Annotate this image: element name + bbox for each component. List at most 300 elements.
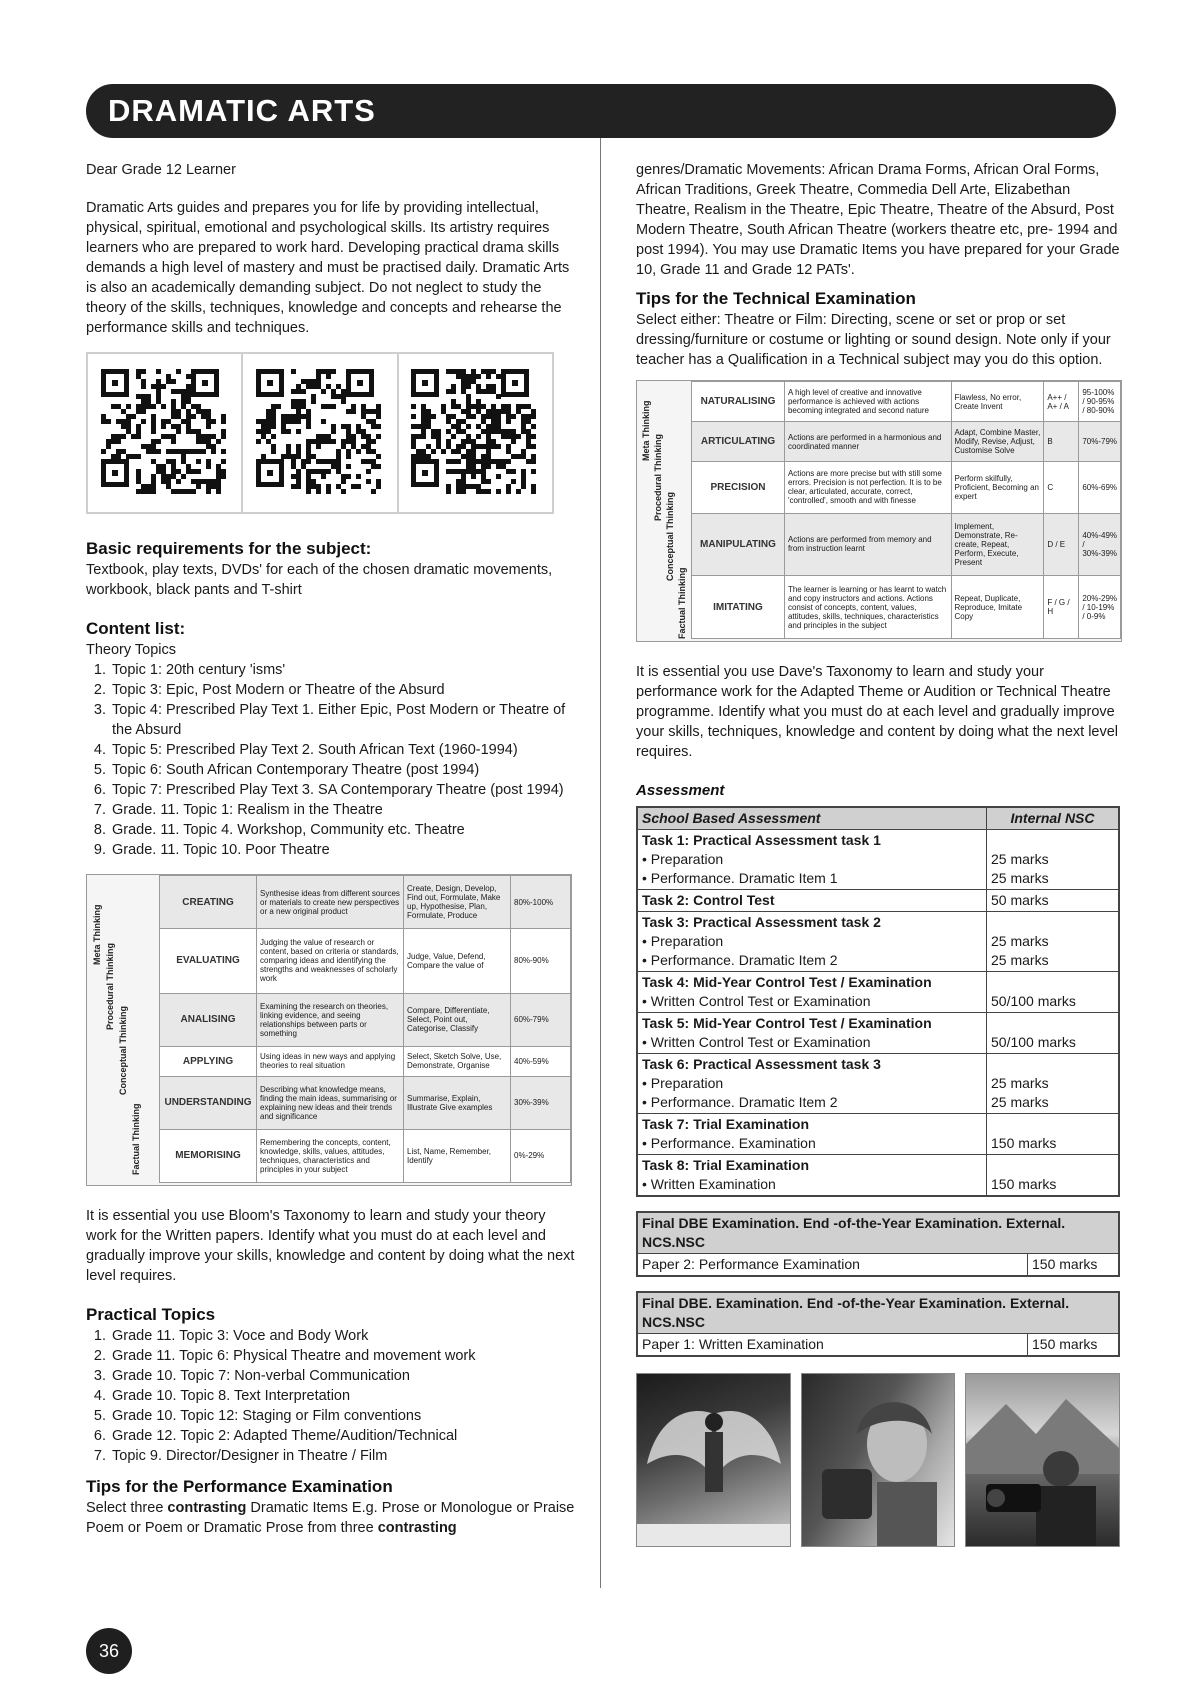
qr-module xyxy=(221,474,226,479)
qr-module xyxy=(171,439,176,444)
task-cell xyxy=(637,1114,987,1155)
qr-module xyxy=(356,449,361,454)
qr-module xyxy=(271,424,276,429)
table-row xyxy=(160,929,571,994)
qr-module xyxy=(141,419,146,424)
qr-module xyxy=(331,404,336,409)
level-cell: MANIPULATING xyxy=(692,513,785,576)
verbs-cell: Compare, Differentiate, Select, Point out, Categorise, Classify xyxy=(404,993,511,1046)
qr-module xyxy=(326,469,331,474)
qr-module xyxy=(366,469,371,474)
qr-module xyxy=(471,414,476,419)
list-item: 5. Grade 10. Topic 12: Staging or Film conventions xyxy=(110,1406,578,1426)
marks-cell xyxy=(987,1155,1120,1197)
table-row xyxy=(637,1155,1119,1197)
actor-photo xyxy=(801,1373,956,1547)
desc-cell: Actions are performed in a harmonious and coordinated manner xyxy=(784,422,951,462)
grade-cell: A++ / A+ / A xyxy=(1044,382,1079,422)
percent-cell: 40%-49% / 30%-39% xyxy=(1079,513,1121,576)
table-row xyxy=(692,513,1121,576)
qr-module xyxy=(411,404,416,409)
theory-topics-label: Theory Topics xyxy=(86,642,176,658)
qr-code-icon[interactable] xyxy=(256,369,384,497)
verbs-cell: Implement, Demonstrate, Re-create, Repeat, Perform, Execute, Present xyxy=(951,513,1044,576)
qr-module xyxy=(121,434,126,439)
dave-grid xyxy=(691,381,1121,639)
qr-module xyxy=(496,444,501,449)
list-item: 1. Grade 11. Topic 3: Voce and Body Work xyxy=(110,1326,578,1346)
table-row xyxy=(637,830,1119,890)
task-cell xyxy=(637,972,987,1013)
qr-module xyxy=(531,489,536,494)
qr-module xyxy=(531,444,536,449)
marks-cell xyxy=(987,912,1120,972)
qr-module xyxy=(176,479,181,484)
task-cell xyxy=(637,1013,987,1054)
marks-value: 50/100 marks xyxy=(991,1034,1076,1050)
task-item: • Preparation xyxy=(642,933,724,949)
qr-module xyxy=(446,489,451,494)
task-item: • Performance. Dramatic Item 2 xyxy=(642,1094,838,1110)
list-item: 6. Grade 12. Topic 2: Adapted Theme/Audition/Technical xyxy=(110,1426,578,1446)
qr-module xyxy=(316,489,321,494)
qr-module xyxy=(506,459,511,464)
qr-module xyxy=(156,449,161,454)
qr-module xyxy=(221,419,226,424)
table-header-row xyxy=(637,807,1119,830)
side-label: Factual Thinking xyxy=(131,1103,141,1175)
table-row xyxy=(692,576,1121,639)
qr-module xyxy=(511,414,516,419)
qr-module xyxy=(296,429,301,434)
qr-module xyxy=(296,484,301,489)
verbs-cell: Summarise, Explain, Illustrate Give examples xyxy=(404,1076,511,1129)
genres-paragraph: genres/Dramatic Movements: African Drama Forms, African Oral Forms, African Traditions, Greek Theatre, Commedia Dell Arte, Elizabethan Theatre, Realism in the Theatre, Epic Theatre, Theatre of the Absurd, Post Modern Theatre, South African Theatre (workers theatre etc, pre- 1994 and post 1994). You may use Dramatic Items you have prepared for your Grade 10, Grade 11 and Grade 12 PATs'. xyxy=(636,162,1120,278)
qr-module xyxy=(506,489,511,494)
list-item: 4. Topic 5: Prescribed Play Text 2. South African Text (1960-1994) xyxy=(110,740,578,760)
list-item: 7. Topic 9. Director/Designer in Theatre / Film xyxy=(110,1446,578,1466)
qr-module xyxy=(331,429,336,434)
technical-tips-text: Select either: Theatre or Film: Directing, scene or set or prop or set dressing/furniture or costume or lighting or sound design. Note only if your teacher has a Qualification in a Technical subject may you do this option. xyxy=(636,312,1111,368)
percent-cell: 0%-29% xyxy=(511,1129,571,1182)
level-cell: MEMORISING xyxy=(160,1129,257,1182)
qr-module xyxy=(311,399,316,404)
task-title: Task 7: Trial Examination xyxy=(642,1116,810,1132)
qr-module xyxy=(286,429,291,434)
column-divider xyxy=(600,138,601,1588)
practical-topics-list xyxy=(86,1326,578,1466)
marks-value: 25 marks xyxy=(991,933,1049,949)
percent-cell: 40%-59% xyxy=(511,1046,571,1076)
desc-cell: Actions are more precise but with still some errors. Precision is not perfection. It is to be clear, articulated, accurate, correct, 'controlled', smooth and with finesse xyxy=(784,462,951,513)
qr-module xyxy=(201,449,206,454)
desc-cell: The learner is learning or has learnt to watch and copy instructors and actions. Actions consist of concepts, content, values, attitudes, skills, techniques, characteristics and principles in the subject xyxy=(784,576,951,639)
qr-module xyxy=(331,369,336,374)
level-cell: PRECISION xyxy=(692,462,785,513)
basic-requirements-text: Textbook, play texts, DVDs' for each of the chosen dramatic movements, workbook, black pants and T-shirt xyxy=(86,562,553,598)
qr-finder-pattern xyxy=(346,369,374,397)
qr-module xyxy=(181,474,186,479)
task-cell xyxy=(637,890,987,912)
qr-module xyxy=(496,489,501,494)
qr-module xyxy=(256,439,261,444)
side-label: Procedural Thinking xyxy=(653,433,663,521)
table-row xyxy=(637,1013,1119,1054)
left-column xyxy=(86,160,578,1538)
qr-module xyxy=(531,414,536,419)
verbs-cell: Perform skilfully, Proficient, Becoming an expert xyxy=(951,462,1044,513)
task-title: Task 4: Mid-Year Control Test / Examination xyxy=(642,974,932,990)
task-title: Task 1: Practical Assessment task 1 xyxy=(642,832,881,848)
qr-module xyxy=(106,419,111,424)
list-item: 7. Grade. 11. Topic 1: Realism in the Theatre xyxy=(110,800,578,820)
qr-module xyxy=(531,469,536,474)
qr-module xyxy=(136,454,141,459)
table-row xyxy=(637,1334,1119,1357)
qr-module xyxy=(161,424,166,429)
marks-cell xyxy=(987,830,1120,890)
marks-cell xyxy=(987,972,1120,1013)
text-run: Dramatic Items E.g. Prose or Monologue or Praise Poem or Poem or Dramatic Prose from three xyxy=(86,1500,575,1536)
basic-requirements-heading: Basic requirements for the subject: xyxy=(86,539,372,558)
qr-module xyxy=(471,474,476,479)
table-row xyxy=(160,1076,571,1129)
header-bar xyxy=(86,84,1116,138)
qr-module xyxy=(106,444,111,449)
marks-cell: 150 marks xyxy=(1028,1254,1120,1277)
technical-tips-heading: Tips for the Technical Examination xyxy=(636,289,916,308)
qr-module xyxy=(411,414,416,419)
performance-tips-heading: Tips for the Performance Examination xyxy=(86,1477,393,1496)
verbs-cell: Judge, Value, Defend, Compare the value of xyxy=(404,929,511,994)
table-row xyxy=(692,382,1121,422)
verbs-cell: List, Name, Remember, Identify xyxy=(404,1129,511,1182)
table-row xyxy=(637,1114,1119,1155)
qr-module xyxy=(221,434,226,439)
qr-module xyxy=(511,439,516,444)
table-row xyxy=(637,912,1119,972)
qr-module xyxy=(141,384,146,389)
side-label: Conceptual Thinking xyxy=(118,1006,128,1095)
qr-cell xyxy=(88,354,243,512)
qr-module xyxy=(126,404,131,409)
percent-cell: 20%-29% / 10-19% / 0-9% xyxy=(1079,576,1121,639)
task-item: • Performance. Examination xyxy=(642,1135,816,1151)
winged-figure-illustration xyxy=(637,1374,791,1546)
level-cell: IMITATING xyxy=(692,576,785,639)
emphasis: contrasting xyxy=(167,1500,247,1516)
paper-cell: Paper 1: Written Examination xyxy=(637,1334,1028,1357)
list-item: 6. Topic 7: Prescribed Play Text 3. SA Contemporary Theatre (post 1994) xyxy=(110,780,578,800)
photo-strip xyxy=(636,1373,1120,1547)
task-item: • Preparation xyxy=(642,851,724,867)
qr-module xyxy=(141,409,146,414)
header-cell: Internal NSC xyxy=(987,807,1120,830)
marks-value: 150 marks xyxy=(991,1135,1057,1151)
task-title: Task 8: Trial Examination xyxy=(642,1157,810,1173)
marks-value: 25 marks xyxy=(991,952,1049,968)
qr-module xyxy=(331,439,336,444)
qr-module xyxy=(196,484,201,489)
qr-module xyxy=(116,439,121,444)
qr-module xyxy=(371,439,376,444)
qr-module xyxy=(276,404,281,409)
table-row xyxy=(160,876,571,929)
qr-finder-pattern xyxy=(101,459,129,487)
qr-module xyxy=(141,369,146,374)
table-row xyxy=(160,993,571,1046)
list-item: 2. Topic 3: Epic, Post Modern or Theatre of the Absurd xyxy=(110,680,578,700)
qr-module xyxy=(376,434,381,439)
desc-cell: Examining the research on theories, linking evidence, and seeing relationships between parts or something xyxy=(257,993,404,1046)
header-cell: Final DBE Examination. End -of-the-Year Examination. External. NCS.NSC xyxy=(637,1212,1119,1254)
side-label: Factual Thinking xyxy=(677,567,687,639)
percent-cell: 95-100% / 90-95% / 80-90% xyxy=(1079,382,1121,422)
qr-finder-pattern xyxy=(191,369,219,397)
qr-module xyxy=(346,464,351,469)
task-item: • Written Control Test or Examination xyxy=(642,993,871,1009)
qr-module xyxy=(376,464,381,469)
task-title: Task 2: Control Test xyxy=(642,892,775,908)
qr-module xyxy=(161,384,166,389)
percent-cell: 80%-100% xyxy=(511,876,571,929)
qr-module xyxy=(351,409,356,414)
desc-cell: Synthesise ideas from different sources or materials to create new perspectives or a new original product xyxy=(257,876,404,929)
list-item: 1. Topic 1: 20th century 'isms' xyxy=(110,660,578,680)
qr-module xyxy=(306,489,311,494)
qr-module xyxy=(476,434,481,439)
table-row xyxy=(637,1254,1119,1277)
final-exam-table-1 xyxy=(636,1211,1120,1277)
page-number: 36 xyxy=(86,1628,132,1674)
qr-module xyxy=(376,454,381,459)
camera-operator-photo xyxy=(965,1373,1120,1547)
performance-tips-text xyxy=(86,1498,578,1538)
portrait-illustration xyxy=(802,1374,956,1546)
qr-cell xyxy=(399,354,552,512)
marks-value: 150 marks xyxy=(991,1176,1057,1192)
qr-module xyxy=(161,404,166,409)
qr-module xyxy=(301,389,306,394)
level-cell: NATURALISING xyxy=(692,382,785,422)
task-title: Task 5: Mid-Year Control Test / Examination xyxy=(642,1015,932,1031)
qr-finder-pattern xyxy=(411,459,439,487)
header-cell: Final DBE. Examination. End -of-the-Year Examination. External. NCS.NSC xyxy=(637,1292,1119,1334)
qr-module xyxy=(376,484,381,489)
percent-cell: 80%-90% xyxy=(511,929,571,994)
side-label: Conceptual Thinking xyxy=(665,492,675,581)
qr-module xyxy=(156,439,161,444)
task-item: • Performance. Dramatic Item 1 xyxy=(642,870,838,886)
bloom-paragraph: It is essential you use Bloom's Taxonomy to learn and study your theory work for the Written papers. Identify what you must do at each level and gradually improve your skills, knowledge and content by doing what the next level requires. xyxy=(86,1208,575,1284)
qr-module xyxy=(516,489,521,494)
verbs-cell: Flawless, No error, Create Invent xyxy=(951,382,1044,422)
table-row xyxy=(692,422,1121,462)
qr-module xyxy=(321,474,326,479)
verbs-cell: Repeat, Duplicate, Reproduce, Imitate Copy xyxy=(951,576,1044,639)
qr-module xyxy=(296,419,301,424)
qr-module xyxy=(306,424,311,429)
qr-module xyxy=(316,444,321,449)
table-row xyxy=(692,462,1121,513)
qr-module xyxy=(521,484,526,489)
qr-module xyxy=(431,414,436,419)
assessment-heading: Assessment xyxy=(636,782,725,799)
marks-value: 25 marks xyxy=(991,1094,1049,1110)
desc-cell: Describing what knowledge means, finding the main ideas, summarising or explaining new ideas and their trends and significance xyxy=(257,1076,404,1129)
greeting: Dear Grade 12 Learner xyxy=(86,162,236,178)
table-row xyxy=(160,1046,571,1076)
qr-module xyxy=(176,369,181,374)
qr-module xyxy=(191,489,196,494)
qr-cell xyxy=(243,354,398,512)
list-item: 3. Topic 4: Prescribed Play Text 1. Either Epic, Post Modern or Theatre of the Absurd xyxy=(110,700,578,740)
emphasis: contrasting xyxy=(377,1520,457,1536)
qr-module xyxy=(371,489,376,494)
qr-module xyxy=(341,479,346,484)
qr-module xyxy=(131,414,136,419)
table-row xyxy=(637,972,1119,1013)
qr-code-icon[interactable] xyxy=(411,369,539,497)
level-cell: CREATING xyxy=(160,876,257,929)
qr-module xyxy=(356,474,361,479)
desc-cell: Actions are performed from memory and from instruction learnt xyxy=(784,513,951,576)
intro-paragraph: Dramatic Arts guides and prepares you for life by providing intellectual, physical, spiritual, emotional and psychological skills. Its artistry requires learners who are prepared to work hard. Developing practical drama skills demands a high level of mastery and must be practised daily. Dramatic Arts is also an academically demanding subject. Do not neglect to study the theory of the skills, techniques, knowledge and concepts and rehearse the performance skills and techniques. xyxy=(86,200,570,336)
qr-module xyxy=(171,379,176,384)
marks-cell: 150 marks xyxy=(1028,1334,1120,1357)
qr-code-strip xyxy=(86,352,554,514)
marks-value: 25 marks xyxy=(991,851,1049,867)
list-item: 2. Grade 11. Topic 6: Physical Theatre and movement work xyxy=(110,1346,578,1366)
qr-module xyxy=(211,419,216,424)
qr-module xyxy=(321,419,326,424)
task-item: • Written Control Test or Examination xyxy=(642,1034,871,1050)
qr-module xyxy=(476,374,481,379)
verbs-cell: Select, Sketch Solve, Use, Demonstrate, Organise xyxy=(404,1046,511,1076)
qr-module xyxy=(346,474,351,479)
task-title: Task 6: Practical Assessment task 3 xyxy=(642,1056,881,1072)
qr-module xyxy=(376,424,381,429)
qr-module xyxy=(496,474,501,479)
level-cell: APPLYING xyxy=(160,1046,257,1076)
camera-operator-illustration xyxy=(966,1374,1120,1546)
qr-module xyxy=(221,449,226,454)
qr-module xyxy=(356,484,361,489)
qr-code-icon[interactable] xyxy=(101,369,229,497)
qr-module xyxy=(221,459,226,464)
marks-value: 25 marks xyxy=(991,870,1049,886)
table-row xyxy=(637,890,1119,912)
qr-module xyxy=(176,429,181,434)
task-title: Task 3: Practical Assessment task 2 xyxy=(642,914,881,930)
table-row xyxy=(637,1054,1119,1114)
side-label: Meta Thinking xyxy=(92,904,102,965)
qr-module xyxy=(101,449,106,454)
marks-cell xyxy=(987,1114,1120,1155)
qr-module xyxy=(151,404,156,409)
qr-module xyxy=(271,449,276,454)
qr-module xyxy=(461,489,466,494)
qr-module xyxy=(486,489,491,494)
marks-cell xyxy=(987,890,1120,912)
desc-cell: A high level of creative and innovative performance is achieved with actions becoming integrated and second nature xyxy=(784,382,951,422)
percent-cell: 60%-79% xyxy=(511,993,571,1046)
qr-module xyxy=(211,449,216,454)
final-exam-table-2 xyxy=(636,1291,1120,1357)
qr-module xyxy=(441,449,446,454)
qr-module xyxy=(346,454,351,459)
qr-module xyxy=(466,384,471,389)
task-cell xyxy=(637,830,987,890)
qr-module xyxy=(151,489,156,494)
side-label: Procedural Thinking xyxy=(105,942,115,1030)
qr-module xyxy=(341,489,346,494)
qr-module xyxy=(191,414,196,419)
list-item: 5. Topic 6: South African Contemporary Theatre (post 1994) xyxy=(110,760,578,780)
table-header-row xyxy=(637,1212,1119,1254)
qr-module xyxy=(306,459,311,464)
dave-taxonomy-table xyxy=(636,380,1122,642)
level-cell: UNDERSTANDING xyxy=(160,1076,257,1129)
grade-cell: F / G / H xyxy=(1044,576,1079,639)
practical-topics-heading: Practical Topics xyxy=(86,1305,216,1324)
bloom-taxonomy-table xyxy=(86,874,572,1186)
right-column xyxy=(636,160,1120,1547)
qr-module xyxy=(506,419,511,424)
marks-value: 50/100 marks xyxy=(991,993,1076,1009)
task-cell xyxy=(637,1155,987,1197)
qr-finder-pattern xyxy=(411,369,439,397)
qr-module xyxy=(156,369,161,374)
qr-module xyxy=(136,434,141,439)
task-item: • Preparation xyxy=(642,1075,724,1091)
qr-module xyxy=(216,489,221,494)
qr-module xyxy=(451,389,456,394)
task-cell xyxy=(637,1054,987,1114)
task-item: • Written Examination xyxy=(642,1176,776,1192)
qr-module xyxy=(486,374,491,379)
assessment-table xyxy=(636,806,1120,1197)
qr-module xyxy=(511,469,516,474)
qr-module xyxy=(151,429,156,434)
qr-module xyxy=(451,434,456,439)
header-cell: School Based Assessment xyxy=(637,807,987,830)
qr-module xyxy=(486,464,491,469)
content-list-heading: Content list: xyxy=(86,619,186,638)
level-cell: EVALUATING xyxy=(160,929,257,994)
dave-paragraph: It is essential you use Dave's Taxonomy to learn and study your performance work for the Adapted Theme or Audition or Technical Theatre programme. Identify what you must do at each level and gradually improve your skills, techniques, knowledge and content by doing what the next level requires. xyxy=(636,664,1119,760)
grade-cell: C xyxy=(1044,462,1079,513)
qr-module xyxy=(511,479,516,484)
qr-finder-pattern xyxy=(256,459,284,487)
desc-cell: Remembering the concepts, content, knowledge, skills, values, attitudes, techniques, characteristics and principles in your subject xyxy=(257,1129,404,1182)
qr-module xyxy=(531,459,536,464)
qr-module xyxy=(321,389,326,394)
qr-module xyxy=(531,434,536,439)
qr-finder-pattern xyxy=(101,369,129,397)
marks-value: 50 marks xyxy=(991,892,1049,908)
qr-module xyxy=(341,399,346,404)
qr-module xyxy=(206,489,211,494)
qr-module xyxy=(366,479,371,484)
table-header-row xyxy=(637,1292,1119,1334)
qr-module xyxy=(326,374,331,379)
qr-module xyxy=(206,464,211,469)
grade-cell: D / E xyxy=(1044,513,1079,576)
task-cell xyxy=(637,912,987,972)
level-cell: ANALISING xyxy=(160,993,257,1046)
theory-topics-list xyxy=(86,660,578,860)
